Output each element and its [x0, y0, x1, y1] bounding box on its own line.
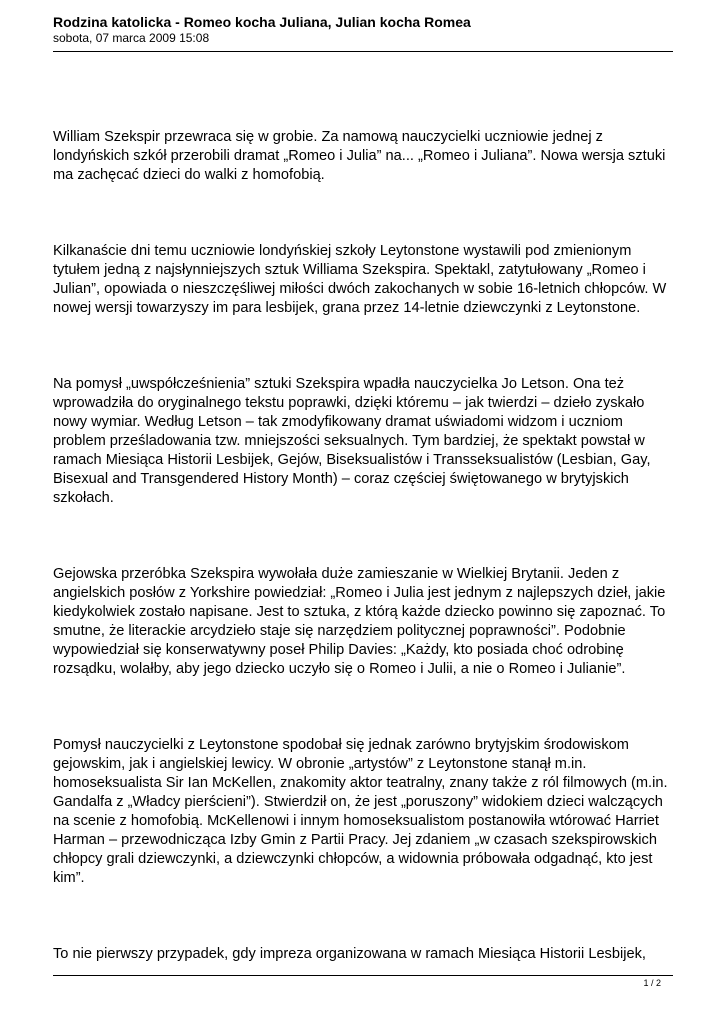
header-divider — [53, 51, 673, 52]
paragraph: To nie pierwszy przypadek, gdy impreza organizowana w ramach Miesiąca Historii Lesbijek, — [53, 946, 646, 962]
paragraph: Pomysł nauczycielki z Leytonstone spodobał się jednak zarówno brytyjskim środowiskom gejowskim, jak i angielskiej lewicy. W obronie „artystów” z Leytonstone stanął m.in. homoseksualista Sir Ian McKellen, znakomity aktor teatralny, znany także z ról filmowych (m.in. Gandalfa z „Władcy pierścieni”). Stwierdził on, że jest „poruszony” widokiem dzieci walczących na scenie z homofobią. McKellenowi i innym homoseksualistom postanowiła wtórować Harriet Harman – przewodnicząca Izby Gmin z Partii Pracy. Jej zdaniem „w czasach szekspirowskich chłopcy grali dziewczynki, a dziewczynki chłopców, a widownia próbowała odgadnąć, kto jest kim”. — [53, 737, 668, 886]
article-date: sobota, 07 marca 2009 15:08 — [53, 31, 210, 45]
article-title: Rodzina katolicka - Romeo kocha Juliana, Julian kocha Romea — [53, 14, 471, 30]
page-indicator: 1 / 2 — [643, 978, 661, 988]
paragraph: Gejowska przeróbka Szekspira wywołała duże zamieszanie w Wielkiej Brytanii. Jeden z angielskich posłów z Yorkshire powiedział: „Romeo i Julia jest jednym z najlepszych dzieł, jakie kiedykolwiek zostało napisane. Jest to sztuka, z którą każde dziecko powinno się zapoznać. To smutne, że literackie arcydzieło staje się narzędziem politycznej poprawności”. Podobnie wypowiedział się konserwatywny poseł Philip Davies: „Każdy, kto posiada choć odrobinę rozsądku, wolałby, aby jego dziecko uczyło się o Romeo i Julii, a nie o Romeo i Julianie”. — [53, 566, 666, 677]
paragraph: Na pomysł „uwspółcześnienia” sztuki Szekspira wpadła nauczycielka Jo Letson. Ona też wprowadziła do oryginalnego tekstu poprawki, dzięki któremu – jak twierdzi – dzieło zyskało nowy wymiar. Według Letson – tak zmodyfikowany dramat uświadomi widzom i uczniom problem prześladowania tzw. mniejszości seksualnych. Tym bardziej, że spektakt powstał w ramach Miesiąca Historii Lesbijek, Gejów, Biseksualistów i Transseksualistów (Lesbian, Gay, Bisexual and Transgendered History Month) – coraz częściej świętowanego w brytyjskich szkołach. — [53, 376, 651, 506]
document-header — [53, 14, 673, 46]
footer-divider — [53, 975, 673, 976]
paragraph: Kilkanaście dni temu uczniowie londyńskiej szkoły Leytonstone wystawili pod zmienionym tytułem jedną z najsłynniejszych sztuk Williama Szekspira. Spektakl, zatytułowany „Romeo i Julian”, opowiada o nieszczęśliwej miłości dwóch zakochanych w sobie 16-letnich chłopców. W nowej wersji towarzyszy im para lesbijek, grana przez 14-letnie dziewczynki z Leytonstone. — [53, 243, 667, 316]
article-body — [53, 128, 678, 1021]
paragraph: William Szekspir przewraca się w grobie. Za namową nauczycielki uczniowie jednej z londyńskich szkół przerobili dramat „Romeo i Julia” na... „Romeo i Juliana”. Nowa wersja sztuki ma zachęcać dzieci do walki z homofobią. — [53, 129, 666, 183]
